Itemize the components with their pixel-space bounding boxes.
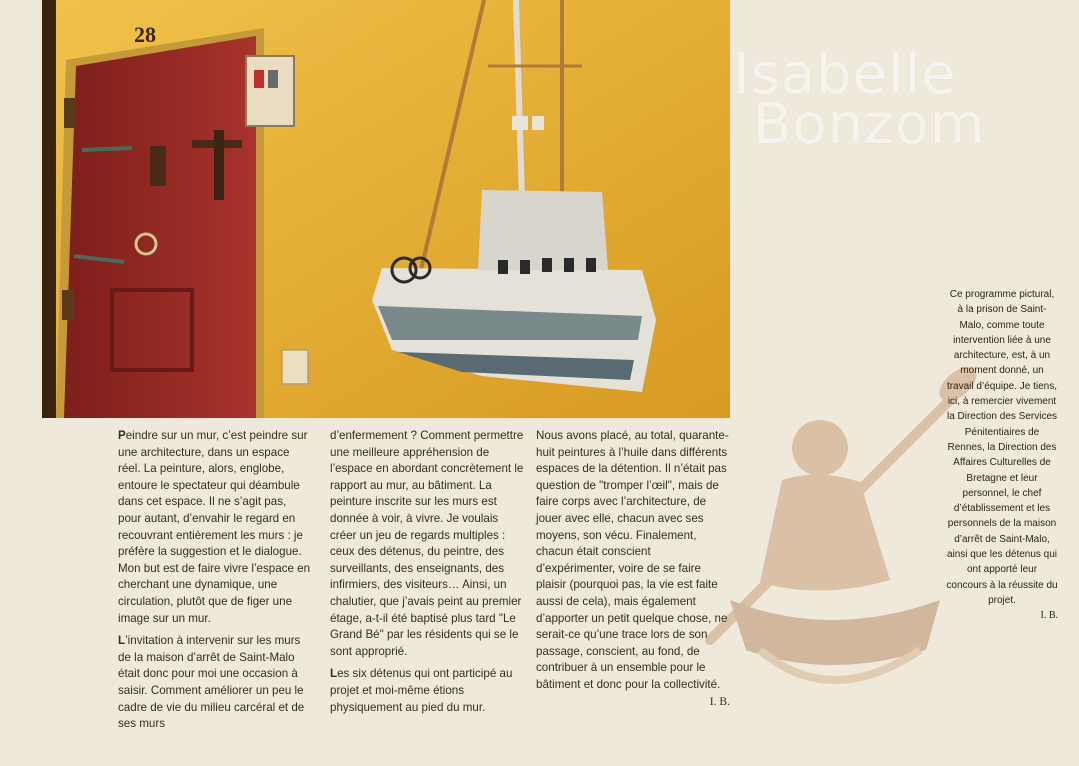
drop-letter: L xyxy=(330,667,338,681)
acknowledgement-sidebar xyxy=(946,287,1058,624)
photo-illustration xyxy=(42,0,730,418)
kayaker-illustration xyxy=(690,350,990,720)
column-1-paragraph-1 xyxy=(118,428,312,627)
paragraph-text: ’invitation à intervenir sur les murs de la maison d’arrêt de Saint-Malo était donc pour moi une occasion à saisir. Comment améliorer un peu le cadre de vie du milieu carcéral et de ses murs xyxy=(118,634,305,731)
column-2-paragraph-2 xyxy=(330,666,524,716)
article-column-1 xyxy=(118,428,312,739)
paragraph-text: es six détenus qui ont participé au projet et moi-même étions physiquement au pied du mur. xyxy=(330,667,513,714)
sidebar-initials: I. B. xyxy=(1040,610,1058,622)
drop-letter: L xyxy=(118,634,126,648)
author-initials: I. B. xyxy=(709,694,730,708)
sidebar-text: Ce programme pictural, à la prison de Saint-Malo, comme toute intervention liée à une architecture, est, à un moment donné, un travail d’équipe. Je tiens, ici, à remercier vivement la Direction des Services Pénitentiaires de Rennes, la Direction des Affaires Culturelles de Bretagne et leur personnel, le chef d’établissement et les personnels de la maison d’arrêt de Saint-Malo, ainsi que les détenus qui ont apporté leur concours à la réussite du projet. xyxy=(946,289,1058,606)
author-name-watermark xyxy=(733,42,1033,157)
paragraph-text: Nous avons placé, au total, quarante-huit peintures à l’huile dans différents espaces de la détention. Il n’était pas question de "tromper l’œil", mais de faire corps avec l’architecture, de jouer avec elle, chacun avec ses moyens, son vécu. Finalement, chacun était conscient d’expérimenter, voire de se faire plaisir (pourquoi pas, la vie est faite aussi de cela), mais également d’apporter un petit quelque chose, ne serait-ce qu’une trace lors de son passage, conscient, au fond, de contribuer à un ensemble pour le bâtiment et donc pour la collectivité. xyxy=(536,429,729,691)
paragraph-text: eindre sur un mur, c’est peindre sur une architecture, dans un espace réel. La peinture, alors, englobe, entoure le spectateur qui déambule dans cet espace. Il ne s’agit pas, pour autant, d’envahir le regard en recouvrant entièrement les murs : je préfère la suggestion et le dialogue. Mon but est de faire vivre l’espace en cherchant une dynamique, une circulation, plutôt que de figer une image sur un mur. xyxy=(118,429,311,625)
column-1-paragraph-2 xyxy=(118,633,312,733)
drop-letter: P xyxy=(118,429,126,442)
prison-mural-photo xyxy=(42,0,730,418)
column-2-paragraph-1: d’enfermement ? Comment permettre une meilleure appréhension de l’espace en abordant concrètement le rapport au mur, au bâtiment. La peinture inscrite sur les murs est donnée à voir, à vivre. Je voulais créer un jeu de regards multiples : ceux des détenus, du peintre, des surveillants, des enseignants, des infirmiers, des visiteurs… Ainsi, un chalutier, que j’avais peint au premier étage, a-t-il été baptisé plus tard "Le Grand Bé" par les résidents qui se le sont approprié. xyxy=(330,429,524,658)
article-column-3 xyxy=(536,428,730,710)
column-3-paragraph-1 xyxy=(536,428,730,708)
author-first-name: Isabelle xyxy=(733,42,957,107)
article-column-2 xyxy=(330,428,524,722)
author-last-name: Bonzom xyxy=(753,92,986,157)
door-number: 28 xyxy=(134,22,156,47)
